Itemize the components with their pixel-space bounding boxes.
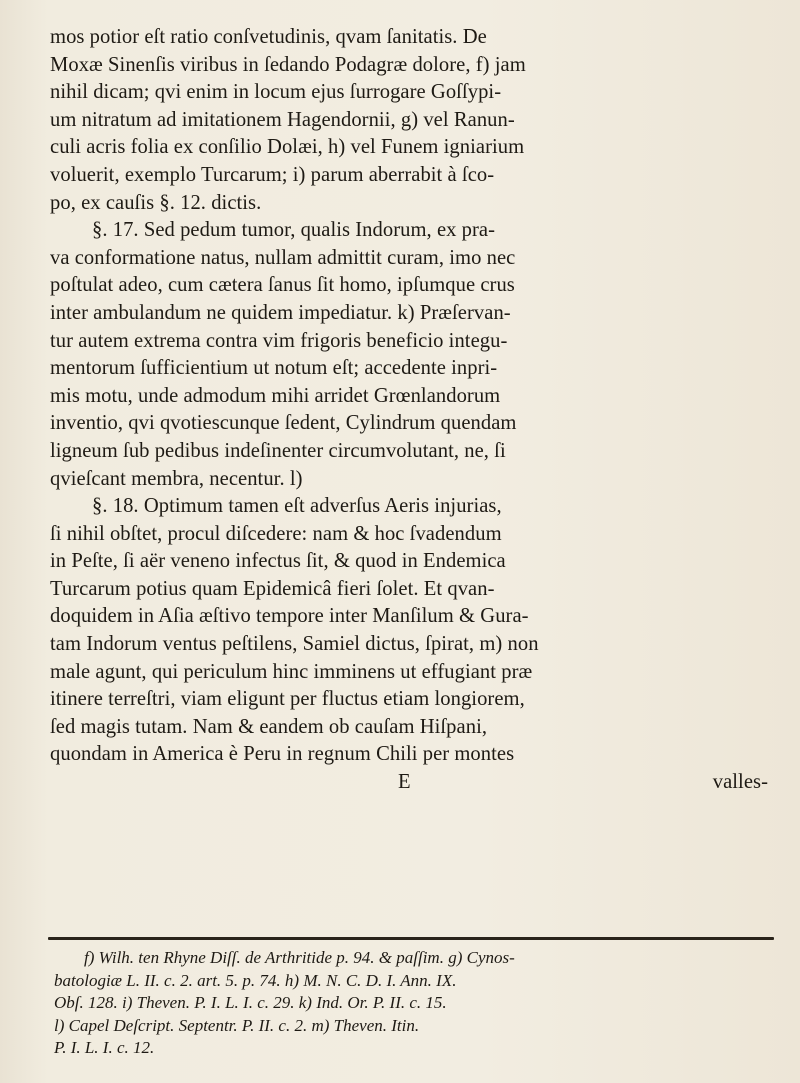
text-line: qvieſcant membra, necentur. l) <box>50 467 303 490</box>
text-line: doquidem in Aſia æſtivo tempore inter Manſilum & Gura- <box>50 605 529 628</box>
text-line: tur autem extrema contra vim frigoris beneficio integu- <box>50 329 508 352</box>
text-line: inventio, qvi qvotiescunque ſedent, Cylindrum quendam <box>50 412 517 435</box>
text-line: po, ex cauſis §. 12. dictis. <box>50 191 262 214</box>
text-line: Moxæ Sinenſis viribus in ſedando Podagræ dolore, f) jam <box>50 53 526 76</box>
signature-line <box>50 769 770 797</box>
text-line: ſi nihil obſtet, procul diſcedere: nam & hoc ſvadendum <box>50 522 502 545</box>
text-line: ligneum ſub pedibus indeſinenter circumvolutant, ne, ſi <box>50 439 506 462</box>
signature-mark: E <box>398 771 411 794</box>
text-line: voluerit, exemplo Turcarum; i) parum aberrabit à ſco- <box>50 163 495 186</box>
text-line: mentorum ſufficientium ut notum eſt; accedente inpri- <box>50 357 498 380</box>
footnotes <box>54 947 774 1060</box>
catchword: valles- <box>712 771 768 794</box>
text-line: male agunt, qui periculum hinc imminens ut effugiant præ <box>50 660 533 683</box>
footnote-line: P. I. L. I. c. 12. <box>54 1038 155 1057</box>
footnote-line: Obſ. 128. i) Theven. P. I. L. I. c. 29. k) Ind. Or. P. II. c. 15. <box>54 993 447 1012</box>
text-line: Turcarum potius quam Epidemicâ fieri ſolet. Et qvan- <box>50 577 495 600</box>
text-line: tam Indorum ventus peſtilens, Samiel dictus, ſpirat, m) non <box>50 633 539 656</box>
text-line: va conformatione natus, nullam admittit curam, imo nec <box>50 246 516 269</box>
text-line: ſed magis tutam. Nam & eandem ob cauſam Hiſpani, <box>50 715 488 738</box>
footnote-line: l) Capel Deſcript. Septentr. P. II. c. 2. m) Theven. Itin. <box>54 1015 420 1035</box>
footnote-rule <box>48 937 774 940</box>
text-line: itinere terreſtri, viam eligunt per fluctus etiam longiorem, <box>50 688 525 711</box>
text-line: poſtulat adeo, cum cætera ſanus ſit homo, ipſumque crus <box>50 274 515 297</box>
text-line: mis motu, unde admodum mihi arridet Grœnlandorum <box>50 384 501 407</box>
paragraph-18-start: §. 18. Optimum tamen eſt adverſus Aeris injurias, <box>92 495 502 518</box>
footnote-line: f) Wilh. ten Rhyne Diſſ. de Arthritide p. 94. & paſſim. g) Cynos- <box>84 948 515 967</box>
footnote-line: batologiæ L. II. c. 2. art. 5. p. 74. h) M. N. C. D. I. Ann. IX. <box>54 970 457 990</box>
text-line: mos potior eſt ratio conſvetudinis, qvam ſanitatis. De <box>50 26 487 48</box>
text-line: culi acris folia ex conſilio Dolæi, h) vel Funem igniarium <box>50 136 525 159</box>
text-line: quondam in America è Peru in regnum Chili per montes <box>50 743 515 766</box>
text-line: inter ambulandum ne quidem impediatur. k) Præſervan- <box>50 301 511 324</box>
paragraph-17-start: §. 17. Sed pedum tumor, qualis Indorum, ex pra- <box>92 219 496 242</box>
text-line: nihil dicam; qvi enim in locum ejus ſurrogare Goſſypi- <box>50 81 502 104</box>
main-text <box>50 24 770 797</box>
text-line: in Peſte, ſi aër veneno infectus ſit, & quod in Endemica <box>50 550 506 573</box>
text-line: um nitratum ad imitationem Hagendornii, g) vel Ranun- <box>50 108 515 131</box>
